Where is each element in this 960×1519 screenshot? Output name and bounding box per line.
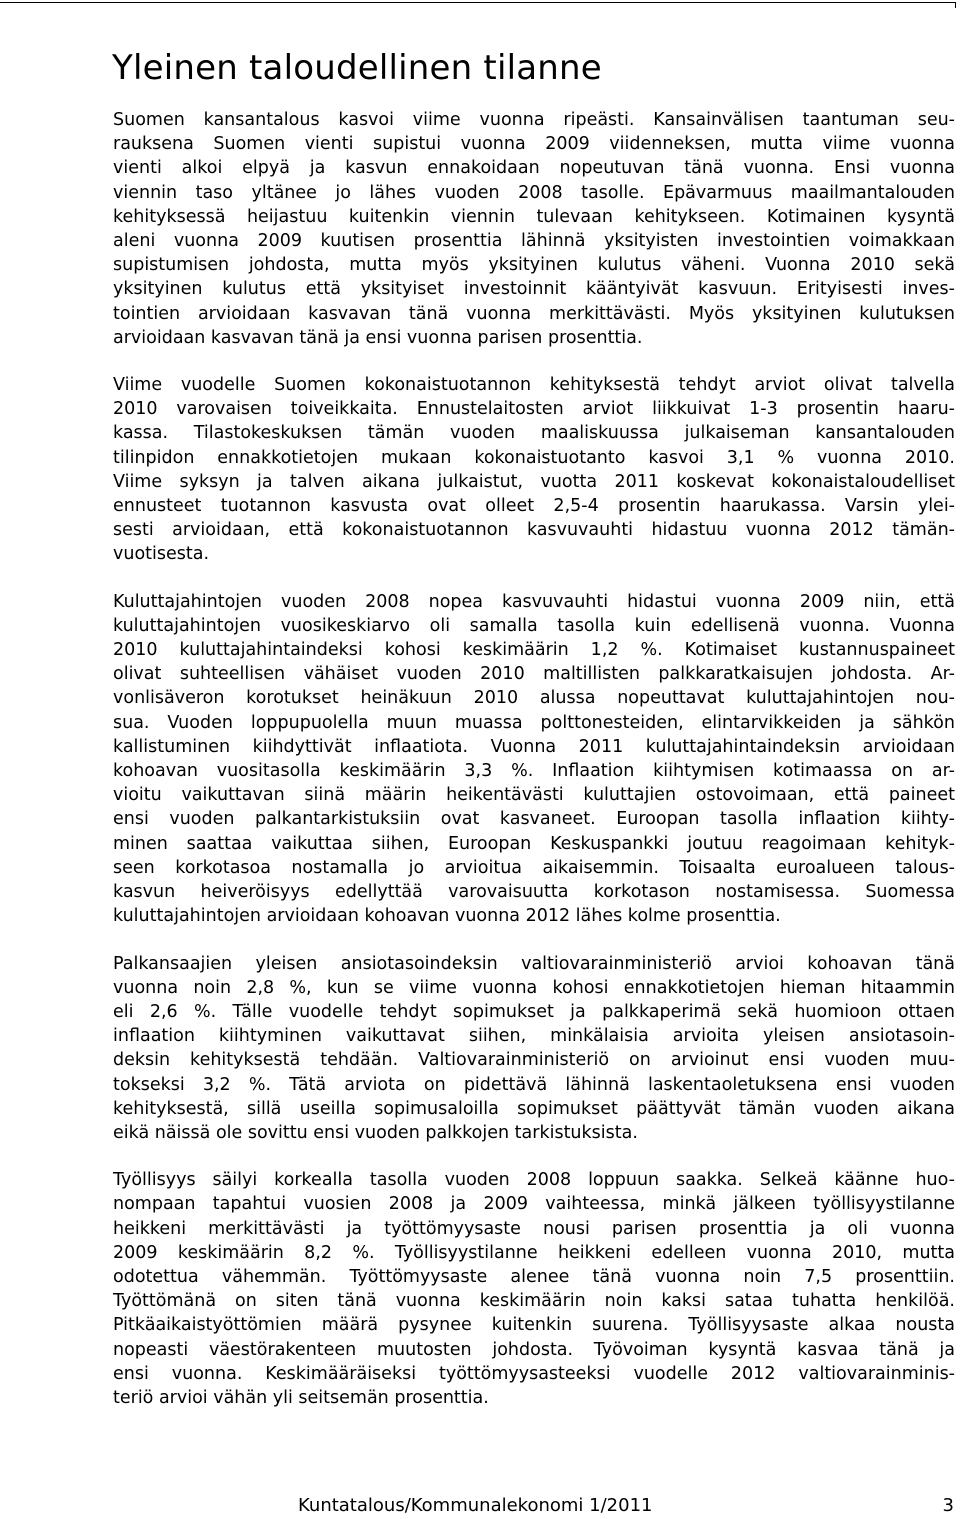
- text-line: Työllisyys säilyi korkealla tasolla vuoden 2008 loppuun saakka. Selkeä käänne huo-: [113, 1170, 955, 1191]
- text-line: nopeasti väestörakenteen muutosten johdosta. Työvoiman kysyntä kasvaa tänä ja: [113, 1339, 955, 1360]
- text-line: kasvun heiveröisyys edellyttää varovaisuutta korkotason nostamisessa. Suomessa: [113, 882, 955, 903]
- text-line: vuonna noin 2,8 %, kun se viime vuonna kohosi ennakkotietojen hieman hitaammin: [113, 977, 955, 998]
- text-line: Palkansaajien yleisen ansiotasoindeksin valtiovarainministeriö arvioi kohoavan tänä: [113, 953, 955, 974]
- text-line: sesti arvioidaan, että kokonaistuotannon kasvuvauhti hidastuu vuonna 2012 tämän-: [113, 520, 955, 541]
- page-footer: [298, 1496, 954, 1516]
- text-line: kuluttajahintojen arvioidaan kohoavan vuonna 2012 lähes kolme prosenttia.: [113, 906, 781, 927]
- text-line: Kuluttajahintojen vuoden 2008 nopea kasvuvauhti hidastui vuonna 2009 niin, että: [113, 591, 955, 612]
- text-line: deksin kehityksestä tehdään. Valtiovarainministeriö on arvioinut ensi vuoden muu-: [113, 1050, 955, 1071]
- text-line: tokseksi 3,2 %. Tätä arviota on pidettävä lähinnä laskentaoletuksena ensi vuoden: [113, 1074, 955, 1095]
- text-line: kohoavan vuositasolla keskimäärin 3,3 %. Inflaation kiihtymisen kotimaassa on ar-: [113, 761, 955, 782]
- text-line: Viime syksyn ja talven aikana julkaistut, vuotta 2011 koskevat kokonaistaloudelliset: [113, 471, 955, 492]
- paragraph-employment: [113, 1168, 955, 1410]
- paragraph-economy-overview: [113, 108, 955, 350]
- text-line: vonlisäveron korotukset heinäkuun 2010 alussa nopeuttavat kuluttajahintojen nou-: [113, 688, 955, 709]
- text-line: heikkeni merkittävästi ja työttömyysaste nousi parisen prosenttia ja oli vuonna: [113, 1218, 955, 1239]
- text-line: ensi vuonna. Keskimääräiseksi työttömyysasteeksi vuodelle 2012 valtiovarainminis-: [113, 1363, 955, 1384]
- paragraph-earnings: [113, 952, 955, 1146]
- text-line: nompaan tapahtui vuosien 2008 ja 2009 vaihteessa, minkä jälkeen työllisyystilanne: [113, 1194, 955, 1215]
- text-line: 2010 kuluttajahintaindeksi kohosi keskimäärin 1,2 %. Kotimaiset kustannuspaineet: [113, 640, 955, 661]
- text-line: Työttömänä on siten tänä vuonna keskimäärin noin kaksi sataa tuhatta henkilöä.: [113, 1291, 955, 1312]
- text-line: vuotisesta.: [113, 544, 210, 565]
- text-line: sua. Vuoden loppupuolella muun muassa polttonesteiden, elintarvikkeiden ja sähkön: [113, 712, 955, 733]
- page-title: Yleinen taloudellinen tilanne: [112, 48, 602, 88]
- text-line: kehityksessä heijastuu kuitenkin viennin tulevaan kehitykseen. Kotimainen kysyntä: [113, 206, 955, 227]
- text-line: odotettua vähemmän. Työttömyysaste alenee tänä vuonna noin 7,5 prosenttiin.: [113, 1266, 955, 1287]
- text-line: teriö arvioi vähän yli seitsemän prosenttia.: [113, 1387, 489, 1408]
- paragraph-gdp: [113, 373, 955, 567]
- top-rule-tick: [955, 2, 957, 8]
- text-line: seen korkotasoa nostamalla jo arvioitua aikaisemmin. Toisaalta euroalueen talous-: [113, 857, 955, 878]
- text-line: eli 2,6 %. Tälle vuodelle tehdyt sopimukset ja palkkaperimä sekä huomioon ottaen: [113, 1001, 955, 1022]
- text-line: Pitkäaikaistyöttömien määrä pysynee kuitenkin suurena. Työllisyysaste alkaa nousta: [113, 1315, 955, 1336]
- text-line: kehityksestä, sillä useilla sopimusaloilla sopimukset päättyvät tämän vuoden aikana: [113, 1098, 955, 1119]
- text-line: rauksena Suomen vienti supistui vuonna 2009 viidenneksen, mutta viime vuonna: [113, 134, 955, 155]
- text-line: kuluttajahintojen vuosikeskiarvo oli samalla tasolla kuin edellisenä vuonna. Vuonna: [113, 615, 955, 636]
- top-rule: [0, 2, 956, 3]
- text-line: 2010 varovaisen toiveikkaita. Ennustelaitosten arviot liikkuivat 1-3 prosentin haaru-: [113, 399, 955, 420]
- text-line: inflaation kiihtyminen vaikuttavat siihen, minkälaisia arvioita yleisen ansiotasoin-: [113, 1026, 955, 1047]
- text-line: olivat suhteellisen vähäiset vuoden 2010 maltillisten palkkaratkaisujen johdosta. Ar-: [113, 664, 955, 685]
- text-line: arvioidaan kasvavan tänä ja ensi vuonna parisen prosenttia.: [113, 327, 643, 348]
- paragraph-consumer-prices: [113, 590, 955, 929]
- text-line: eikä näissä ole sovittu ensi vuoden palkkojen tarkistuksista.: [113, 1122, 638, 1143]
- text-line: yksityinen kulutus että yksityiset investoinnit kääntyivät kasvuun. Erityisesti inves-: [113, 279, 955, 300]
- text-line: ennusteet tuotannon kasvusta ovat olleet 2,5-4 prosentin haarukassa. Varsin ylei-: [113, 496, 955, 517]
- footer-publication: Kuntatalous/Kommunalekonomi 1/2011: [298, 1495, 653, 1516]
- text-line: 2009 keskimäärin 8,2 %. Työllisyystilanne heikkeni edelleen vuonna 2010, mutta: [113, 1242, 955, 1263]
- text-line: tilinpidon ennakkotietojen mukaan kokonaistuotanto kasvoi 3,1 % vuonna 2010.: [113, 447, 955, 468]
- text-line: kassa. Tilastokeskuksen tämän vuoden maaliskuussa julkaiseman kansantalouden: [113, 423, 955, 444]
- text-line: minen saattaa vaikuttaa siihen, Euroopan Keskuspankki joutuu reagoimaan kehityk-: [113, 833, 955, 854]
- text-line: supistumisen johdosta, mutta myös yksityinen kulutus väheni. Vuonna 2010 sekä: [113, 255, 955, 276]
- text-line: vioitu vaikuttavan siinä määrin heikentävästi kuluttajien ostovoimaan, että paineet: [113, 785, 955, 806]
- text-line: tointien arvioidaan kasvavan tänä vuonna merkittävästi. Myös yksityinen kulutuksen: [113, 303, 955, 324]
- text-line: ensi vuoden palkantarkistuksiin ovat kasvaneet. Euroopan tasolla inflaation kiihty-: [113, 809, 955, 830]
- page-number: 3: [942, 1495, 954, 1516]
- text-line: kallistuminen kiihdyttivät inflaatiota. Vuonna 2011 kuluttajahintaindeksin arvioidaan: [113, 736, 955, 757]
- text-line: aleni vuonna 2009 kuutisen prosenttia lähinnä yksityisten investointien voimakkaan: [113, 231, 955, 252]
- text-line: vienti alkoi elpyä ja kasvun ennakoidaan nopeutuvan tänä vuonna. Ensi vuonna: [113, 158, 955, 179]
- article-body: [113, 108, 955, 1433]
- text-line: Suomen kansantalous kasvoi viime vuonna ripeästi. Kansainvälisen taantuman seu-: [113, 110, 955, 130]
- text-line: viennin taso yltänee jo lähes vuoden 2008 tasolle. Epävarmuus maailmantalouden: [113, 182, 955, 203]
- text-line: Viime vuodelle Suomen kokonaistuotannon kehityksestä tehdyt arviot olivat talvella: [113, 375, 955, 396]
